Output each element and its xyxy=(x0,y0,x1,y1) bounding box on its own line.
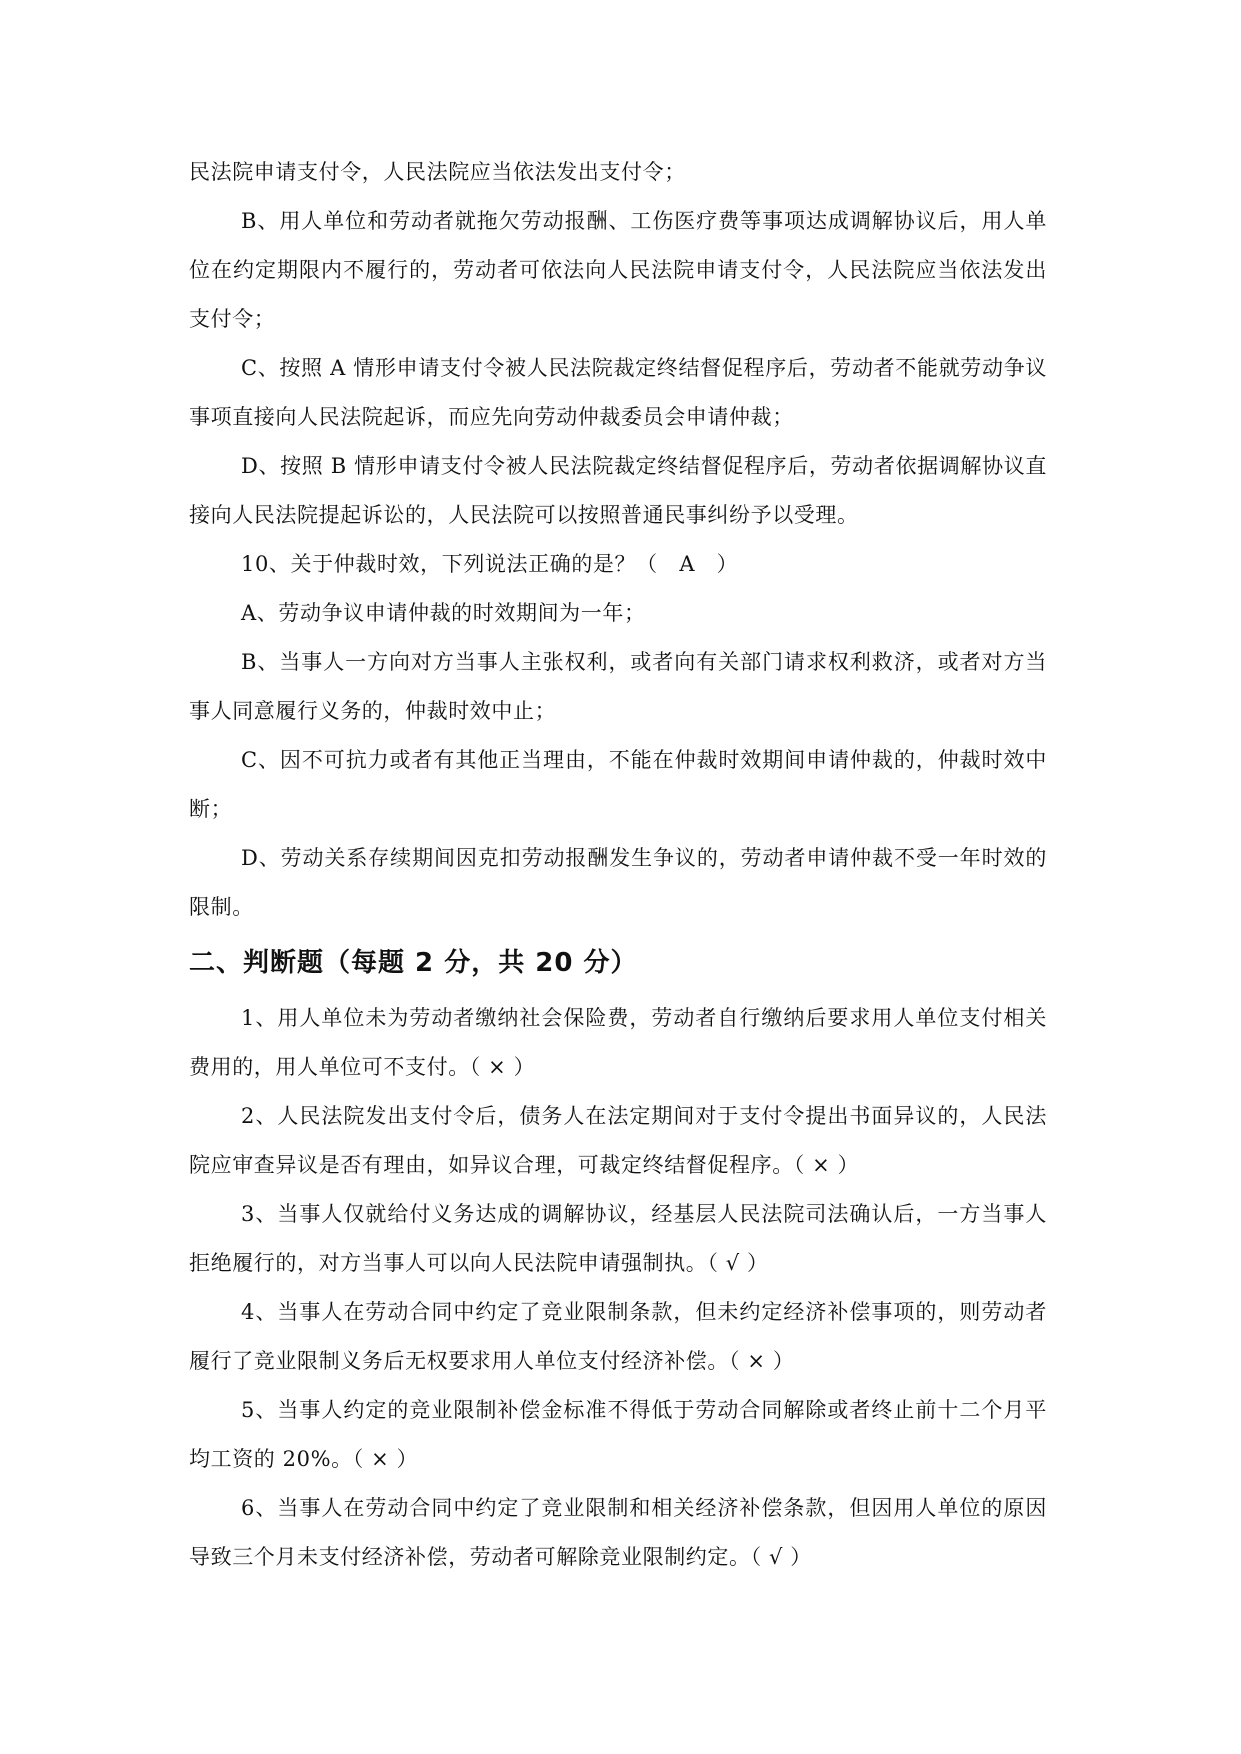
question-9-option-d: D、按照 B 情形申请支付令被人民法院裁定终结督促程序后，劳动者依据调解协议直接向人民法院提起诉讼的，人民法院可以按照普通民事纠纷予以受理。 xyxy=(189,454,1047,527)
question-10-option-b: B、当事人一方向对方当事人主张权利，或者向有关部门请求权利救济，或者对方当事人同意履行义务的，仲裁时效中止； xyxy=(189,650,1047,723)
question-10-option-c: C、因不可抗力或者有其他正当理由，不能在仲裁时效期间申请仲裁的，仲裁时效中断； xyxy=(189,748,1047,821)
true-false-item: 1、用人单位未为劳动者缴纳社会保险费，劳动者自行缴纳后要求用人单位支付相关费用的，用人单位可不支付。（ × ） xyxy=(189,1006,1047,1079)
question-9-option-b: B、用人单位和劳动者就拖欠劳动报酬、工伤医疗费等事项达成调解协议后，用人单位在约定期限内不履行的，劳动者可依法向人民法院申请支付令，人民法院应当依法发出支付令； xyxy=(189,209,1047,331)
document-body xyxy=(189,148,1047,1582)
true-false-item: 3、当事人仅就给付义务达成的调解协议，经基层人民法院司法确认后，一方当事人拒绝履行的，对方当事人可以向人民法院申请强制执。（ √ ） xyxy=(189,1202,1047,1275)
question-10-stem: 10、关于仲裁时效，下列说法正确的是？（ A ） xyxy=(241,552,739,576)
section-heading-true-false: 二、判断题（每题 2 分，共 20 分） xyxy=(189,948,638,978)
question-10-option-d: D、劳动关系存续期间因克扣劳动报酬发生争议的，劳动者申请仲裁不受一年时效的限制。 xyxy=(189,846,1047,919)
question-9-continuation: 民法院申请支付令，人民法院应当依法发出支付令； xyxy=(189,160,686,184)
true-false-item: 4、当事人在劳动合同中约定了竞业限制条款，但未约定经济补偿事项的，则劳动者履行了竞业限制义务后无权要求用人单位支付经济补偿。（ × ） xyxy=(189,1300,1047,1373)
question-10-option-a: A、劳动争议申请仲裁的时效期间为一年； xyxy=(241,601,646,625)
true-false-item: 5、当事人约定的竞业限制补偿金标准不得低于劳动合同解除或者终止前十二个月平均工资的 20%。（ × ） xyxy=(189,1398,1047,1471)
true-false-item: 6、当事人在劳动合同中约定了竞业限制和相关经济补偿条款，但因用人单位的原因导致三个月未支付经济补偿，劳动者可解除竞业限制约定。（ √ ） xyxy=(189,1496,1047,1569)
question-9-option-c: C、按照 A 情形申请支付令被人民法院裁定终结督促程序后，劳动者不能就劳动争议事项直接向人民法院起诉，而应先向劳动仲裁委员会申请仲裁； xyxy=(189,356,1047,429)
true-false-item: 2、人民法院发出支付令后，债务人在法定期间对于支付令提出书面异议的，人民法院应审查异议是否有理由，如异议合理，可裁定终结督促程序。（ × ） xyxy=(189,1104,1047,1177)
